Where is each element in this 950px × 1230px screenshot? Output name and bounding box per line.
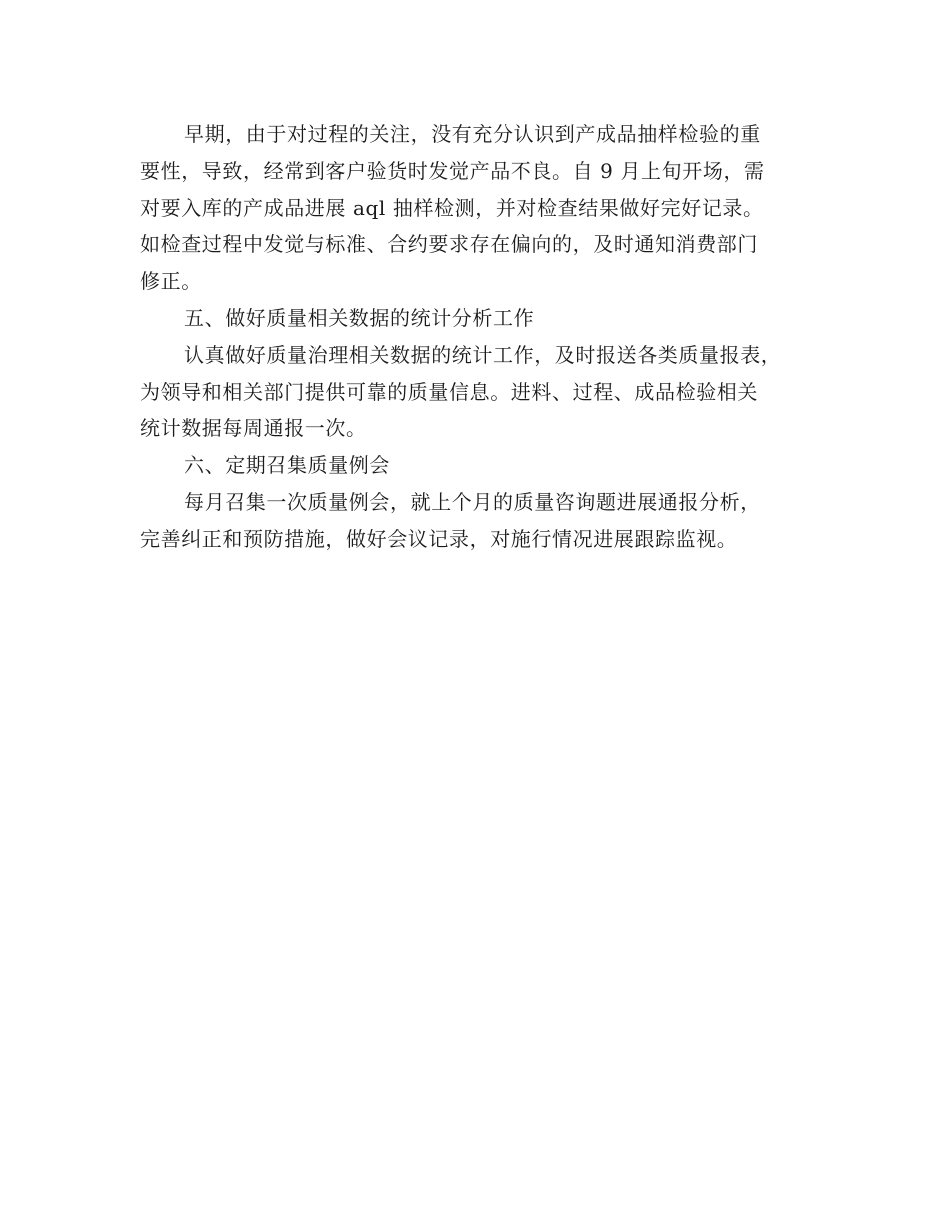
paragraph-meetings [140,484,840,558]
paragraph-line: 要性，导致，经常到客户验货时发觉产品不良。自 9 月上旬开场，需 [140,158,765,183]
paragraph-line: 每月召集一次质量例会，就上个月的质量咨询题进展通报分析， [184,489,761,514]
paragraph-line: 对要入库的产成品进展 aql 抽样检测，并对检查结果做好完好记录。 [140,195,764,220]
paragraph-line: 完善纠正和预防措施，做好会议记录，对施行情况进展跟踪监视。 [140,526,738,551]
paragraph-line: 早期，由于对过程的关注，没有充分认识到产成品抽样检验的重 [184,122,761,146]
document-body [140,116,840,558]
paragraph-line: 修正。 [140,269,202,294]
section-heading-six: 六、定期召集质量例会 [184,453,390,478]
paragraph-line: 认真做好质量治理相关数据的统计工作，及时报送各类质量报表， [184,342,782,367]
paragraph-line: 为领导和相关部门提供可靠的质量信息。进料、过程、成品检验相关 [140,379,758,404]
section-heading-five: 五、做好质量相关数据的统计分析工作 [184,305,535,330]
paragraph-statistics [140,337,840,447]
paragraph-line: 如检查过程中发觉与标准、合约要求存在偏向的，及时通知消费部门 [140,232,758,257]
paragraph-line: 统计数据每周通报一次。 [140,416,367,441]
paragraph-inspection [140,116,840,300]
